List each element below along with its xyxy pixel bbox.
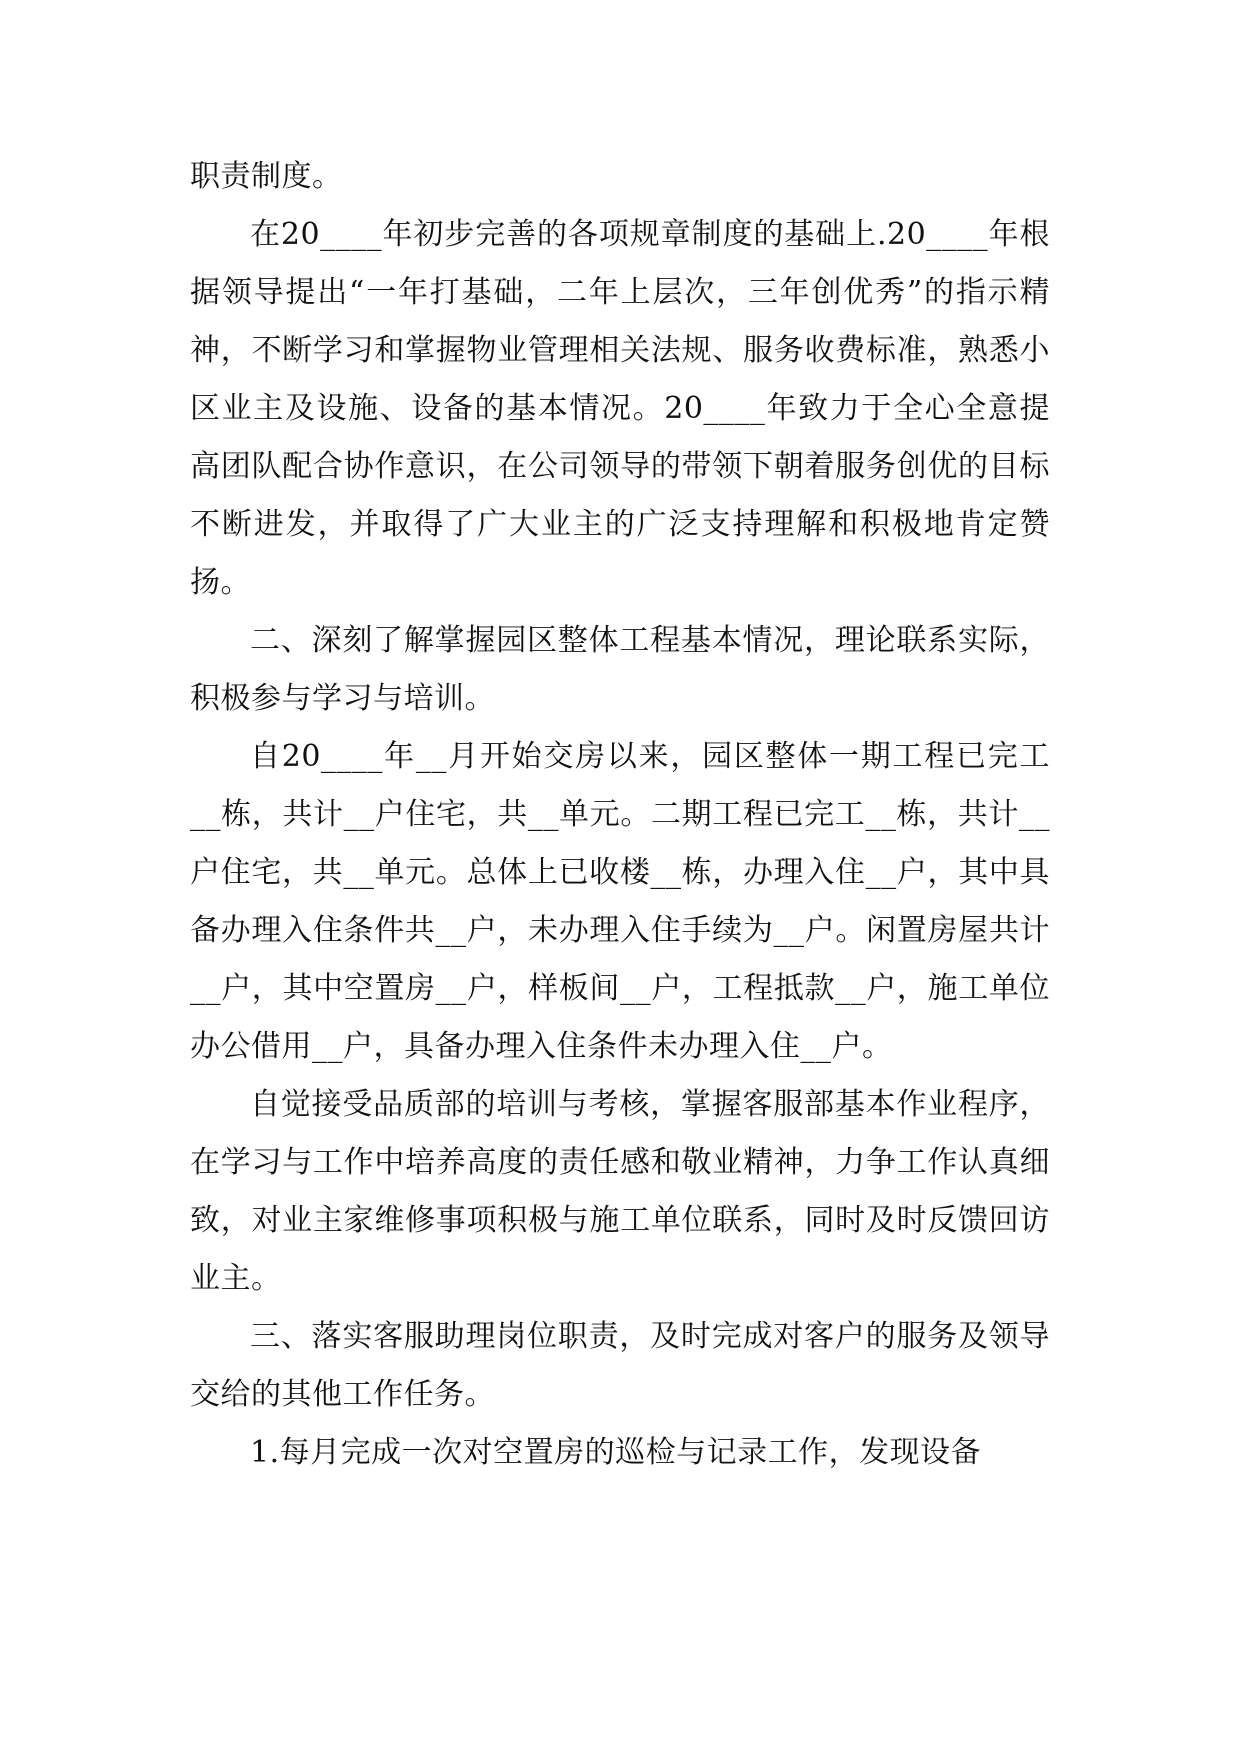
paragraph-7: 1.每月完成一次对空置房的巡检与记录工作，发现设备 [250,1435,982,1470]
paragraph-1: 职责制度。 [190,159,343,194]
paragraph-4: 自20____年__月开始交房以来，园区整体一期工程已完工__栋，共计__户住宅，共__单元。二期工程已完工__栋，共计__户住宅，共__单元。总体上已收楼__栋，办理入住__户，其中具备办理入住条件共__户，未办理入住手续为__户。闲置房屋共计__户，其中空置房__户，样板间__户，工程抵款__户，施工单位办公借用__户，具备办理入住条件未办理入住__户。 [190,739,1050,1064]
document-page [190,148,1050,1482]
paragraph-2: 在20____年初步完善的各项规章制度的基础上.20____年根据领导提出“一年打基础，二年上层次，三年创优秀”的指示精神，不断学习和掌握物业管理相关法规、服务收费标准，熟悉小区业主及设施、设备的基本情况。20____年致力于全心全意提高团队配合协作意识，在公司领导的带领下朝着服务创优的目标不断进发，并取得了广大业主的广泛支持理解和积极地肯定赞扬。 [190,217,1050,600]
paragraph-3: 二、深刻了解掌握园区整体工程基本情况，理论联系实际，积极参与学习与培训。 [190,623,1050,716]
paragraph-6: 三、落实客服助理岗位职责，及时完成对客户的服务及领导交给的其他工作任务。 [190,1319,1050,1412]
paragraph-5: 自觉接受品质部的培训与考核，掌握客服部基本作业程序，在学习与工作中培养高度的责任感和敬业精神，力争工作认真细致，对业主家维修事项积极与施工单位联系，同时及时反馈回访业主。 [190,1087,1050,1296]
